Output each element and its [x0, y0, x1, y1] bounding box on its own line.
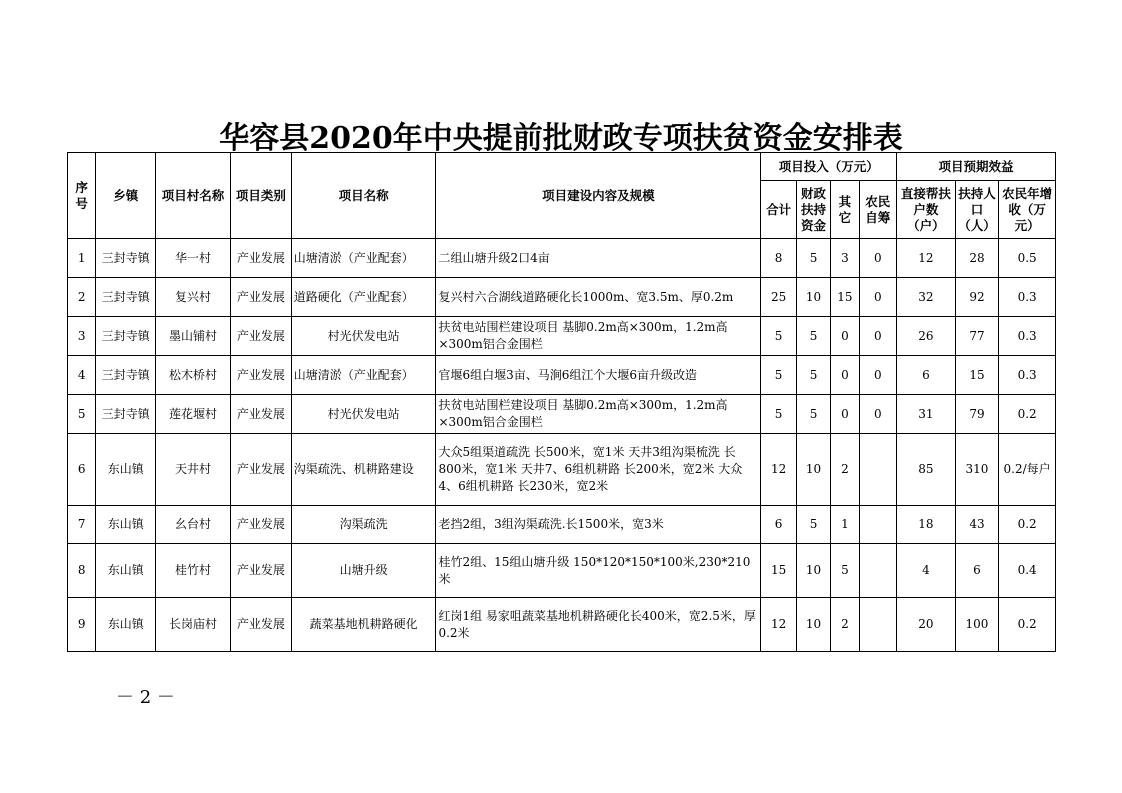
- cell-town: 东山镇: [96, 598, 156, 652]
- cell-village: 松木桥村: [156, 356, 231, 395]
- cell-fiscal: 10: [796, 544, 830, 598]
- cell-type: 产业发展: [230, 434, 291, 506]
- cell-farmer: 0: [859, 395, 896, 434]
- document-title: 华容县2020年中央提前批财政专项扶贫资金安排表: [219, 121, 903, 156]
- header-benefit: 项目预期效益: [897, 153, 1056, 181]
- header-income: 农民年增收（万元）: [999, 181, 1056, 239]
- cell-other: 2: [831, 598, 859, 652]
- cell-people: 28: [955, 239, 999, 278]
- cell-content: 扶贫电站围栏建设项目 基脚0.2m高×300m，1.2m高×300m铝合金围栏: [436, 317, 761, 356]
- cell-village: 复兴村: [156, 278, 231, 317]
- cell-village: 天井村: [156, 434, 231, 506]
- cell-no: 8: [68, 544, 96, 598]
- cell-farmer: [859, 506, 896, 544]
- cell-village: 长岗庙村: [156, 598, 231, 652]
- cell-income: 0.2: [999, 395, 1056, 434]
- cell-town: 东山镇: [96, 544, 156, 598]
- cell-name: 沟渠疏洗、机耕路建设: [291, 434, 436, 506]
- cell-fiscal: 5: [796, 317, 830, 356]
- cell-total: 6: [761, 506, 796, 544]
- cell-type: 产业发展: [230, 239, 291, 278]
- cell-people: 100: [955, 598, 999, 652]
- table-row: [68, 239, 1056, 278]
- cell-content: 复兴村六合湖线道路硬化长1000m、宽3.5m、厚0.2m: [436, 278, 761, 317]
- table-row: [68, 598, 1056, 652]
- cell-no: 6: [68, 434, 96, 506]
- cell-other: 0: [831, 395, 859, 434]
- header-no: 序号: [68, 153, 96, 239]
- cell-income: 0.5: [999, 239, 1056, 278]
- cell-village: 桂竹村: [156, 544, 231, 598]
- cell-fiscal: 5: [796, 356, 830, 395]
- cell-total: 5: [761, 317, 796, 356]
- cell-people: 310: [955, 434, 999, 506]
- cell-town: 三封寺镇: [96, 317, 156, 356]
- cell-no: 7: [68, 506, 96, 544]
- cell-name: 山塘清淤（产业配套）: [291, 239, 436, 278]
- cell-other: 3: [831, 239, 859, 278]
- cell-total: 15: [761, 544, 796, 598]
- cell-people: 77: [955, 317, 999, 356]
- cell-farmer: [859, 434, 896, 506]
- cell-people: 92: [955, 278, 999, 317]
- header-people: 扶持人口（人）: [955, 181, 999, 239]
- cell-total: 5: [761, 395, 796, 434]
- cell-village: 墨山铺村: [156, 317, 231, 356]
- cell-town: 三封寺镇: [96, 395, 156, 434]
- cell-type: 产业发展: [230, 395, 291, 434]
- cell-no: 5: [68, 395, 96, 434]
- cell-other: 5: [831, 544, 859, 598]
- header-other: 其它: [831, 181, 859, 239]
- cell-fiscal: 10: [796, 598, 830, 652]
- table-row: [68, 278, 1056, 317]
- header-farmer: 农民自筹: [859, 181, 896, 239]
- table-row: [68, 356, 1056, 395]
- cell-town: 三封寺镇: [96, 239, 156, 278]
- cell-name: 村光伏发电站: [291, 395, 436, 434]
- funding-table: [67, 152, 1056, 652]
- cell-households: 6: [897, 356, 956, 395]
- page-number: － 2 －: [116, 687, 175, 708]
- cell-town: 东山镇: [96, 506, 156, 544]
- cell-farmer: [859, 598, 896, 652]
- cell-farmer: 0: [859, 317, 896, 356]
- cell-other: 15: [831, 278, 859, 317]
- cell-people: 79: [955, 395, 999, 434]
- cell-income: 0.2: [999, 598, 1056, 652]
- cell-village: 莲花堰村: [156, 395, 231, 434]
- cell-content: 扶贫电站围栏建设项目 基脚0.2m高×300m，1.2m高×300m铝合金围栏: [436, 395, 761, 434]
- cell-other: 1: [831, 506, 859, 544]
- cell-name: 沟渠疏洗: [291, 506, 436, 544]
- header-households: 直接帮扶户数（户）: [897, 181, 956, 239]
- cell-total: 8: [761, 239, 796, 278]
- cell-content: 红岗1组 易家咀蔬菜基地机耕路硬化长400米，宽2.5米，厚0.2米: [436, 598, 761, 652]
- cell-no: 9: [68, 598, 96, 652]
- cell-total: 5: [761, 356, 796, 395]
- cell-name: 蔬菜基地机耕路硬化: [291, 598, 436, 652]
- cell-type: 产业发展: [230, 278, 291, 317]
- cell-name: 山塘升级: [291, 544, 436, 598]
- cell-town: 东山镇: [96, 434, 156, 506]
- cell-fiscal: 5: [796, 239, 830, 278]
- cell-farmer: 0: [859, 239, 896, 278]
- cell-type: 产业发展: [230, 317, 291, 356]
- cell-name: 道路硬化（产业配套）: [291, 278, 436, 317]
- header-name: 项目名称: [291, 153, 436, 239]
- cell-income: 0.4: [999, 544, 1056, 598]
- cell-farmer: [859, 544, 896, 598]
- cell-no: 4: [68, 356, 96, 395]
- cell-farmer: 0: [859, 356, 896, 395]
- cell-no: 2: [68, 278, 96, 317]
- cell-fiscal: 5: [796, 395, 830, 434]
- cell-content: 大众5组渠道疏洗 长500米，宽1米 天井3组沟渠梳洗 长800米，宽1米 天井7、6组机耕路 长200米，宽2米 大众4、6组机耕路 长230米，宽2米: [436, 434, 761, 506]
- cell-other: 2: [831, 434, 859, 506]
- cell-type: 产业发展: [230, 356, 291, 395]
- cell-households: 85: [897, 434, 956, 506]
- cell-people: 15: [955, 356, 999, 395]
- header-total: 合计: [761, 181, 796, 239]
- cell-total: 25: [761, 278, 796, 317]
- cell-income: 0.2: [999, 506, 1056, 544]
- cell-income: 0.3: [999, 278, 1056, 317]
- cell-people: 6: [955, 544, 999, 598]
- cell-no: 1: [68, 239, 96, 278]
- cell-households: 31: [897, 395, 956, 434]
- cell-content: 老挡2组，3组沟渠疏洗.长1500米，宽3米: [436, 506, 761, 544]
- cell-households: 20: [897, 598, 956, 652]
- cell-name: 村光伏发电站: [291, 317, 436, 356]
- cell-households: 18: [897, 506, 956, 544]
- header-type: 项目类别: [230, 153, 291, 239]
- cell-type: 产业发展: [230, 506, 291, 544]
- cell-content: 官堰6组白堰3亩、马涧6组江个大堰6亩升级改造: [436, 356, 761, 395]
- cell-content: 二组山塘升级2口4亩: [436, 239, 761, 278]
- cell-town: 三封寺镇: [96, 356, 156, 395]
- cell-type: 产业发展: [230, 598, 291, 652]
- cell-total: 12: [761, 434, 796, 506]
- header-village: 项目村名称: [156, 153, 231, 239]
- cell-income: 0.3: [999, 356, 1056, 395]
- cell-income: 0.3: [999, 317, 1056, 356]
- cell-village: 华一村: [156, 239, 231, 278]
- cell-households: 32: [897, 278, 956, 317]
- table-row: [68, 434, 1056, 506]
- cell-type: 产业发展: [230, 544, 291, 598]
- cell-households: 12: [897, 239, 956, 278]
- cell-people: 43: [955, 506, 999, 544]
- table-row: [68, 395, 1056, 434]
- cell-other: 0: [831, 356, 859, 395]
- cell-households: 4: [897, 544, 956, 598]
- header-row-1: [68, 153, 1056, 181]
- header-content: 项目建设内容及规模: [436, 153, 761, 239]
- cell-total: 12: [761, 598, 796, 652]
- header-fiscal: 财政扶持资金: [796, 181, 830, 239]
- cell-fiscal: 5: [796, 506, 830, 544]
- cell-town: 三封寺镇: [96, 278, 156, 317]
- table-row: [68, 544, 1056, 598]
- cell-content: 桂竹2组、15组山塘升级 150*120*150*100米,230*210米: [436, 544, 761, 598]
- cell-income: 0.2/每户: [999, 434, 1056, 506]
- cell-fiscal: 10: [796, 278, 830, 317]
- cell-fiscal: 10: [796, 434, 830, 506]
- table-row: [68, 506, 1056, 544]
- table-row: [68, 317, 1056, 356]
- cell-name: 山塘清淤（产业配套）: [291, 356, 436, 395]
- header-town: 乡镇: [96, 153, 156, 239]
- header-investment: 项目投入（万元）: [761, 153, 897, 181]
- cell-village: 幺台村: [156, 506, 231, 544]
- cell-other: 0: [831, 317, 859, 356]
- cell-no: 3: [68, 317, 96, 356]
- cell-farmer: 0: [859, 278, 896, 317]
- cell-households: 26: [897, 317, 956, 356]
